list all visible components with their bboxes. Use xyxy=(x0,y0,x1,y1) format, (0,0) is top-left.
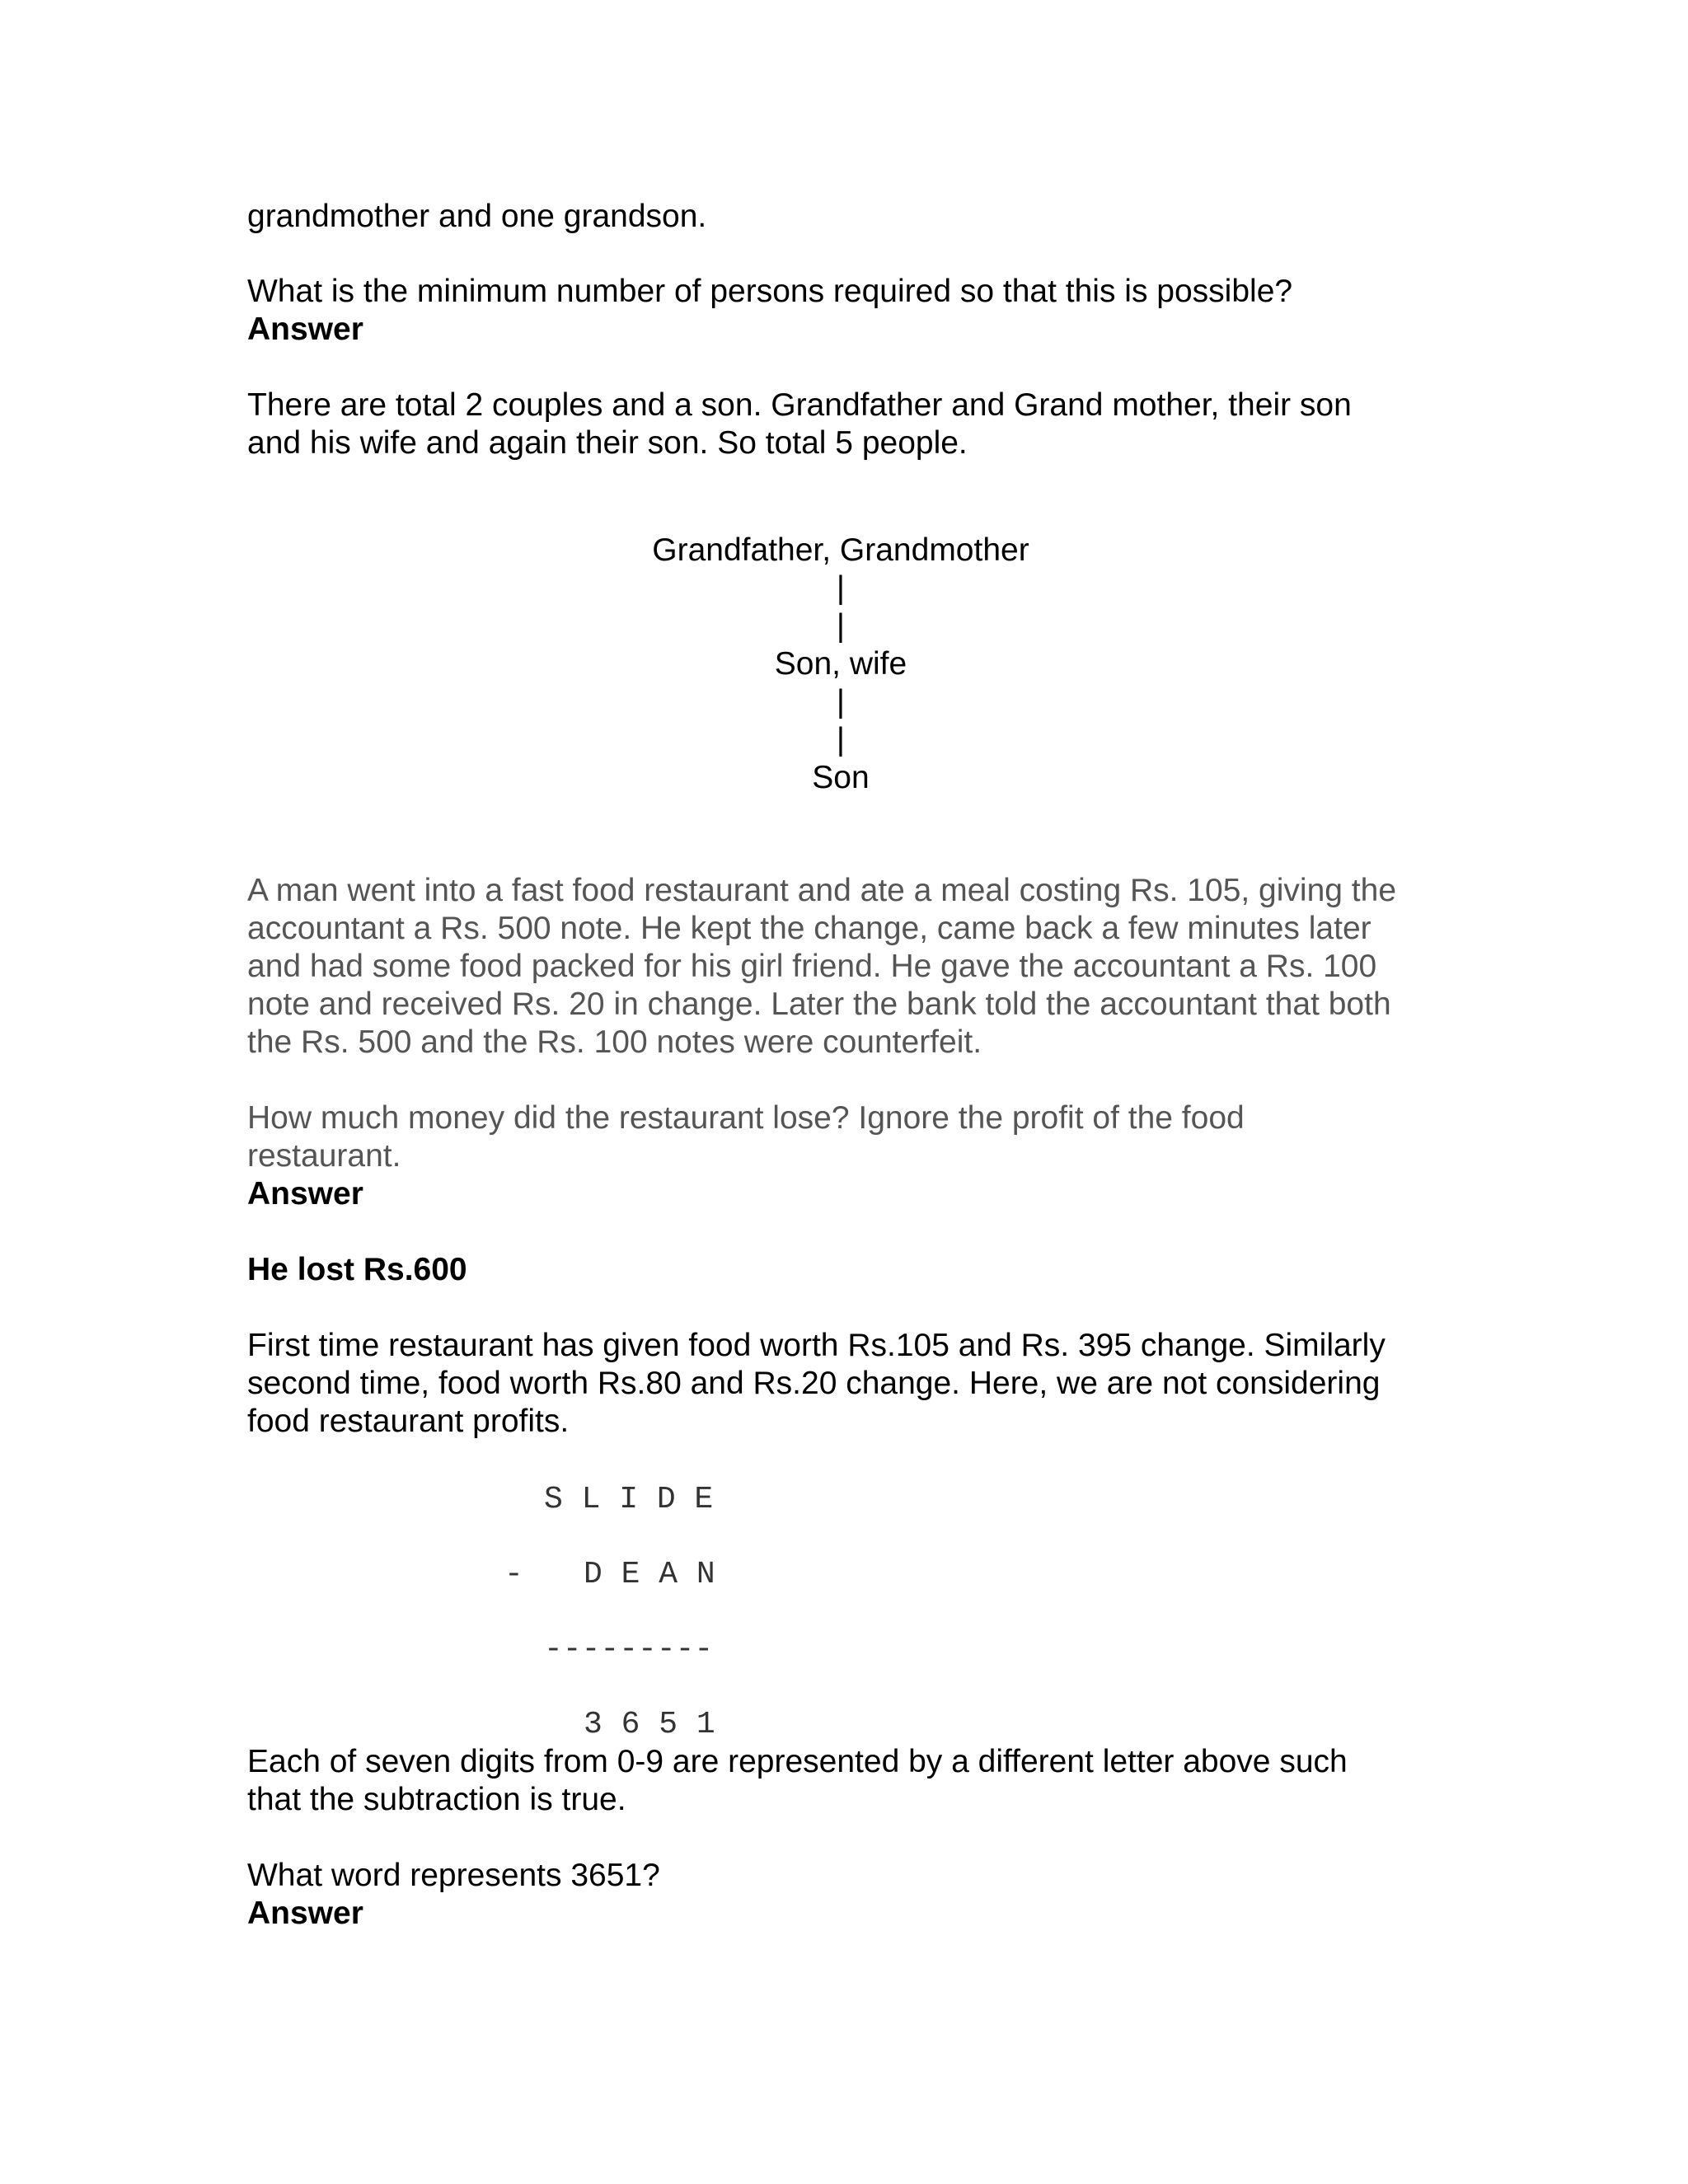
subtraction-operator: - xyxy=(504,1557,523,1592)
puzzle2-answer-label: Answer xyxy=(247,1176,363,1212)
subtraction-rule: --------- xyxy=(544,1632,714,1667)
puzzle2-line: the Rs. 500 and the Rs. 100 notes were counterfeit. xyxy=(247,1024,982,1060)
puzzle2-answer: He lost Rs.600 xyxy=(247,1252,467,1287)
tree-grandparents: Grandfather, Grandmother xyxy=(652,532,1029,568)
subtraction-result: 3 6 5 1 xyxy=(584,1707,715,1742)
puzzle2-explanation-line: second time, food worth Rs.80 and Rs.20 change. Here, we are not considering xyxy=(247,1366,1381,1401)
puzzle1-answer-line1: There are total 2 couples and a son. Grandfather and Grand mother, their son xyxy=(247,387,1352,423)
subtraction-minuend: S L I D E xyxy=(544,1482,714,1517)
tree-grandson: Son xyxy=(812,760,870,795)
puzzle1-intro-tail: grandmother and one grandson. xyxy=(247,199,707,234)
puzzle2-question-line2: restaurant. xyxy=(247,1138,401,1174)
puzzle2-explanation-line: First time restaurant has given food worth Rs.105 and Rs. 395 change. Similarly xyxy=(247,1328,1386,1363)
puzzle3-answer-label: Answer xyxy=(247,1896,363,1931)
puzzle2-explanation-line: food restaurant profits. xyxy=(247,1404,570,1439)
puzzle3-question: What word represents 3651? xyxy=(247,1858,660,1893)
puzzle2-question-line1: How much money did the restaurant lose? Ignore the profit of the food xyxy=(247,1100,1245,1136)
puzzle1-answer-label: Answer xyxy=(247,312,363,347)
puzzle2-line: A man went into a fast food restaurant and ate a meal costing Rs. 105, giving the xyxy=(247,873,1397,908)
tree-connector: | xyxy=(836,722,846,757)
puzzle2-line: and had some food packed for his girl friend. He gave the accountant a Rs. 100 xyxy=(247,949,1377,984)
puzzle1-question: What is the minimum number of persons required so that this is possible? xyxy=(247,274,1293,309)
puzzle2-line: accountant a Rs. 500 note. He kept the change, came back a few minutes later xyxy=(247,911,1372,946)
tree-connector: | xyxy=(836,608,846,644)
puzzle3-desc-line1: Each of seven digits from 0-9 are represented by a different letter above such xyxy=(247,1744,1348,1779)
tree-parents: Son, wife xyxy=(774,646,907,682)
puzzle3-desc-line2: that the subtraction is true. xyxy=(247,1782,626,1817)
puzzle1-answer-line2: and his wife and again their son. So total 5 people. xyxy=(247,425,968,461)
tree-connector: | xyxy=(836,570,846,606)
tree-connector: | xyxy=(836,684,846,719)
subtraction-subtrahend: D E A N xyxy=(584,1557,715,1592)
puzzle2-line: note and received Rs. 20 in change. Later the bank told the accountant that both xyxy=(247,987,1391,1022)
